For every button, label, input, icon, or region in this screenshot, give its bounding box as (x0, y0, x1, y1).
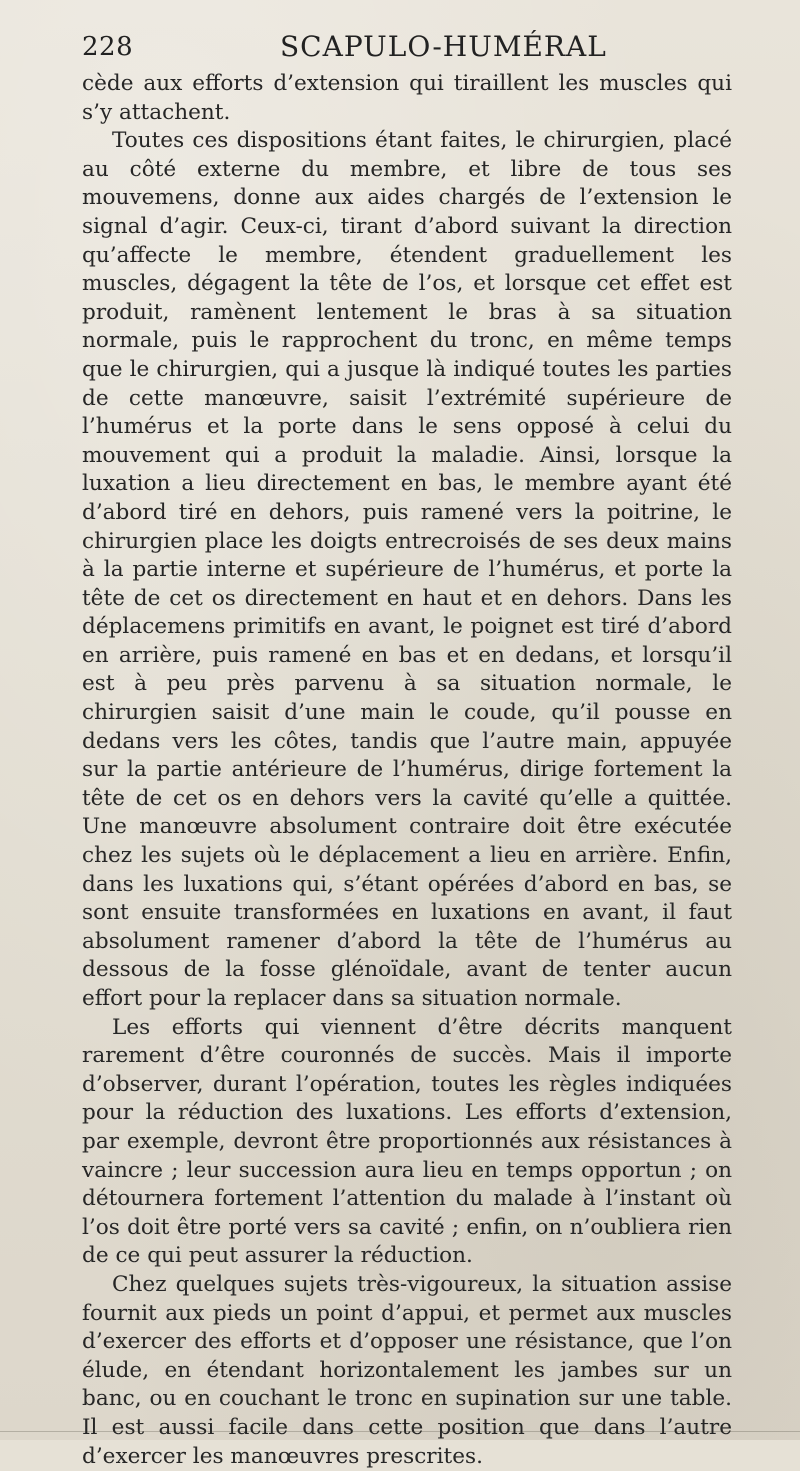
body-text (82, 70, 732, 1471)
paragraph-reduction-procedure: Toutes ces dispositions étant faites, le chirurgien, placé au côté externe du membre, et libre de tous ses mouvemens, donne aux aides chargés de l’extension le signal d’agir. Ceux-ci, tirant d’abord suivant la direction qu’affecte le membre, étendent graduellement les muscles, dégagent la tête de l’os, et lorsque cet effet est produit, ramènent lentement le bras à sa situation normale, puis le rapprochent du tronc, en même temps que le chirurgien, qui a jusque là indiqué toutes les parties de cette manœuvre, saisit l’extrémité supérieure de l’humérus et la porte dans le sens opposé à celui du mouvement qui a produit la maladie. Ainsi, lorsque la luxation a lieu directement en bas, le membre ayant été d’abord tiré en dehors, puis ramené vers la poitrine, le chirurgien place les doigts entrecroisés de ses deux mains à la partie interne et supérieure de l’humérus, et porte la tête de cet os directement en haut et en dehors. Dans les déplacemens primitifs en avant, le poignet est tiré d’abord en arrière, puis ramené en bas et en dedans, et lorsqu’il est à peu près parvenu à sa situation normale, le chirurgien saisit d’une main le coude, qu’il pousse en dedans vers les côtes, tandis que l’autre main, appuyée sur la partie antérieure de l’humérus, dirige fortement la tête de cet os en dehors vers la cavité qu’elle a quittée. Une manœuvre absolument contraire doit être exécutée chez les sujets où le déplacement a lieu en arrière. Enfin, dans les luxations qui, s’étant opérées d’abord en bas, se sont ensuite transformées en luxations en avant, il faut absolument ramener d’abord la tête de l’humérus au dessous de la fosse glénoïdale, avant de tenter aucun effort pour la replacer dans sa situation normale. (82, 128, 732, 1011)
paragraph-vigorous-subjects: Chez quelques sujets très-vigoureux, la situation assise fournit aux pieds un point d’appui, et permet aux muscles d’exercer des efforts et d’opposer une résistance, que l’on élude, en étendant horizontalement les jambes sur un banc, ou en couchant le tronc en supination sur une table. Il est aussi facile dans cette position que dans l’autre d’exercer les manœuvres prescrites. (82, 1271, 732, 1469)
page-header (82, 28, 722, 68)
page-bottom-edge (0, 1431, 800, 1432)
running-title: SCAPULO-HUMÉRAL (280, 30, 607, 63)
paragraph-continuation: cède aux efforts d’extension qui tiraillent les muscles qui s’y attachent. (82, 71, 732, 125)
paragraph-success-rules: Les efforts qui viennent d’être décrits manquent rarement d’être couronnés de succès. Mais il importe d’observer, durant l’opération, toutes les règles indiquées pour la réduction des luxations. Les efforts d’extension, par exemple, devront être proportionnés aux résistances à vaincre ; leur succession aura lieu en temps opportun ; on détournera fortement l’attention du malade à l’instant où l’os doit être porté vers sa cavité ; enfin, on n’oubliera rien de ce qui peut assurer la réduction. (82, 1014, 732, 1269)
page-number: 228 (82, 32, 134, 62)
